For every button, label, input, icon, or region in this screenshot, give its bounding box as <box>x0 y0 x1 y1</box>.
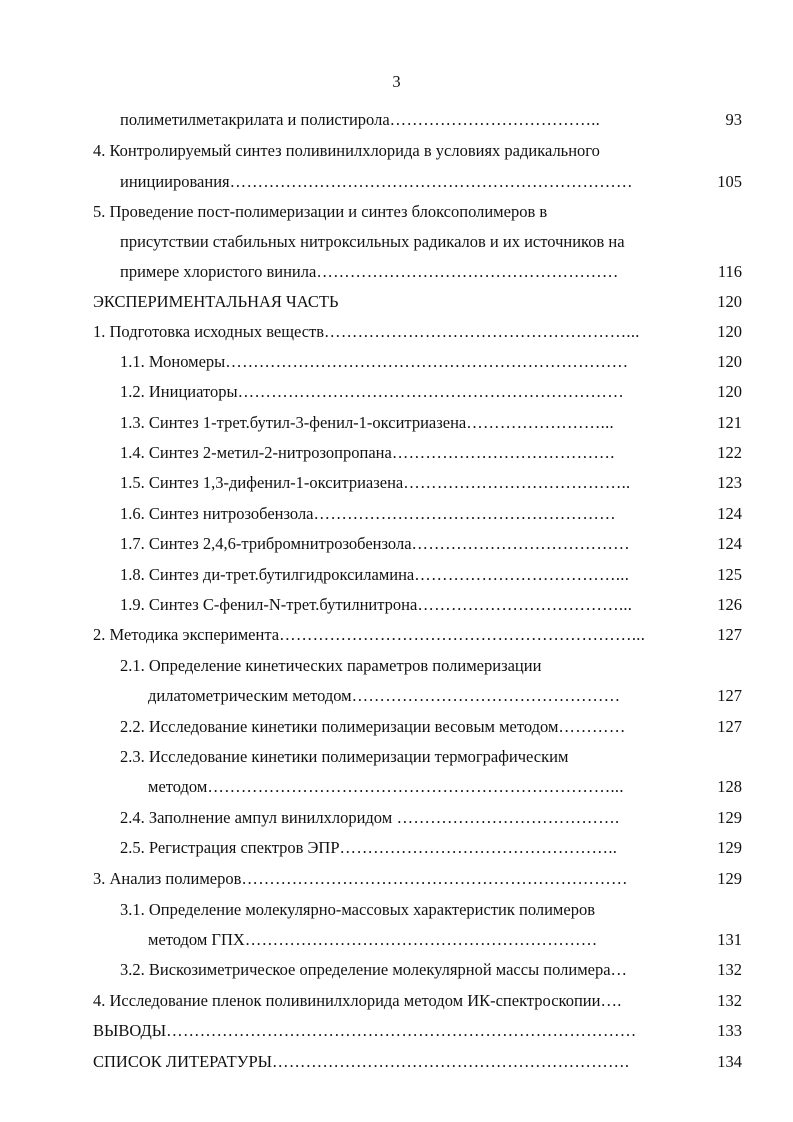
toc-entry <box>120 261 693 283</box>
toc-entry-title: 1.6. Синтез нитрозобензола <box>120 504 314 523</box>
toc-entry-title: ВЫВОДЫ <box>93 1021 167 1040</box>
toc-entry <box>120 959 698 981</box>
toc-entry-title: 1.9. Синтез С-фенил-N-трет.бутилнитрона <box>120 595 418 614</box>
toc-leader-dots: …………………………………. <box>391 443 615 462</box>
toc-page-number: 126 <box>717 595 742 614</box>
toc-leader-dots: … <box>610 960 628 979</box>
toc-entry-title: 1.3. Синтез 1-трет.бутил-3-фенил-1-окситриазена <box>120 413 467 432</box>
toc-leader-dots: …………………………………………………………… <box>237 382 624 401</box>
toc-leader-dots: ……………………………………………………… <box>244 930 598 949</box>
toc-entry <box>120 564 693 586</box>
toc-leader-dots: ………………………………………………... <box>324 322 640 341</box>
toc-page-number: 120 <box>717 382 742 401</box>
toc-page-number: 127 <box>717 625 742 644</box>
toc-entry-title: СПИСОК ЛИТЕРАТУРЫ <box>93 1052 273 1071</box>
toc-page-number: 122 <box>717 443 742 462</box>
toc-page-number: 128 <box>717 777 742 796</box>
toc-leader-dots: ……………………………………………… <box>316 262 619 281</box>
toc-leader-dots: ………………………………………………………. <box>272 1052 630 1071</box>
toc-leader-dots: ………………………………………………………………... <box>207 777 624 796</box>
toc-page-number: 129 <box>717 869 742 888</box>
toc-leader-dots: ………………………………………………………... <box>279 625 646 644</box>
toc-entry <box>120 351 693 373</box>
toc-page-number: 93 <box>725 110 742 129</box>
toc-entry <box>120 231 693 253</box>
toc-entry <box>93 624 693 646</box>
toc-entry-title: 1.8. Синтез ди-трет.бутилгидроксиламина <box>120 565 415 584</box>
toc-entry-title: 1. Подготовка исходных веществ <box>93 322 325 341</box>
toc-entry-title: дилатометрическим методом <box>148 686 352 705</box>
toc-leader-dots: ………………………………………… <box>351 686 621 705</box>
toc-leader-dots: ………………………………………….. <box>339 838 618 857</box>
toc-page-number: 120 <box>717 292 742 311</box>
toc-entry <box>120 381 693 403</box>
toc-entry-title: ЭКСПЕРИМЕНТАЛЬНАЯ ЧАСТЬ <box>93 292 339 311</box>
toc-entry <box>93 291 693 313</box>
toc-entry-title: 1.5. Синтез 1,3-дифенил-1-окситриазена <box>120 473 404 492</box>
toc-page-number: 124 <box>717 504 742 523</box>
toc-entry-title: 2.5. Регистрация спектров ЭПР <box>120 838 340 857</box>
toc-entry <box>93 321 693 343</box>
toc-page-number: 127 <box>717 686 742 705</box>
toc-leader-dots: ……………………………….. <box>389 110 601 129</box>
toc-entry-title: 2. Методика эксперимента <box>93 625 280 644</box>
toc-entry <box>148 929 693 951</box>
toc-entry <box>120 594 693 616</box>
toc-leader-dots: …………………………………………………………… <box>241 869 628 888</box>
toc-entry-title: 5. Проведение пост-полимеризации и синтез блоксополимеров в <box>93 202 548 221</box>
toc-entry <box>120 442 693 464</box>
toc-page-number: 105 <box>717 172 742 191</box>
toc-entry-title: 2.4. Заполнение ампул винилхлоридом <box>120 808 393 827</box>
toc-page-number: 120 <box>717 322 742 341</box>
toc-leader-dots: ………………………………... <box>414 565 630 584</box>
toc-leader-dots: ……………………………………………………………… <box>229 172 633 191</box>
toc-page-number: 134 <box>717 1052 742 1071</box>
toc-entry <box>93 990 703 1012</box>
toc-entry-title: примере хлористого винила <box>120 262 317 281</box>
toc-page-number: 121 <box>717 413 742 432</box>
toc-entry-title: 4. Контролируемый синтез поливинилхлорида в условиях радикального <box>93 141 600 160</box>
toc-entry-title: методом <box>148 777 208 796</box>
toc-leader-dots: ………………………………… <box>411 534 630 553</box>
toc-entry-title: 2.3. Исследование кинетики полимеризации термографическим <box>120 747 569 766</box>
toc-entry <box>93 1020 693 1042</box>
toc-leader-dots: ………………………………………………………………………… <box>166 1021 637 1040</box>
toc-page-number: 132 <box>717 960 742 979</box>
toc-page-number: 129 <box>717 838 742 857</box>
toc-entry-title: 1.7. Синтез 2,4,6-трибромнитрозобензола <box>120 534 412 553</box>
toc-page-number: 131 <box>717 930 742 949</box>
toc-entry-title: присутствии стабильных нитроксильных радикалов и их источников на <box>120 232 625 251</box>
toc-entry <box>120 899 693 921</box>
toc-entry <box>120 533 693 555</box>
toc-entry-title: методом ГПХ <box>148 930 245 949</box>
toc-entry <box>93 140 693 162</box>
toc-page-number: 127 <box>717 717 742 736</box>
toc-leader-dots: …. <box>600 991 622 1010</box>
toc-entry-title: 3.1. Определение молекулярно-массовых характеристик полимеров <box>120 900 595 919</box>
toc-page-number: 123 <box>717 473 742 492</box>
toc-entry <box>120 807 693 829</box>
toc-page-number: 120 <box>717 352 742 371</box>
toc-entry <box>93 1051 693 1073</box>
toc-entry-title: полиметилметакрилата и полистирола <box>120 110 390 129</box>
toc-page-number: 129 <box>717 808 742 827</box>
page-number: 3 <box>392 72 401 91</box>
toc-leader-dots: ………… <box>558 717 626 736</box>
toc-entry <box>120 412 693 434</box>
toc-entry <box>120 472 693 494</box>
toc-entry-title: 4. Исследование пленок поливинилхлорида методом ИК-спектроскопии <box>93 991 601 1010</box>
toc-entry <box>148 685 693 707</box>
toc-leader-dots: ……………………... <box>466 413 614 432</box>
toc-entry-title: 2.2. Исследование кинетики полимеризации весовым методом <box>120 717 559 736</box>
toc-entry <box>148 776 693 798</box>
toc-leader-dots: ……………………………………………… <box>313 504 616 523</box>
toc-entry <box>120 837 693 859</box>
toc-entry <box>93 868 693 890</box>
toc-page-number: 133 <box>717 1021 742 1040</box>
toc-entry-title: 1.1. Мономеры <box>120 352 226 371</box>
toc-entry-title: 1.2. Инициаторы <box>120 382 238 401</box>
toc-entry <box>93 201 693 223</box>
toc-entry-title: инициирования <box>120 172 230 191</box>
toc-entry-title: 1.4. Синтез 2-метил-2-нитрозопропана <box>120 443 392 462</box>
toc-entry-title: 3. Анализ полимеров <box>93 869 242 888</box>
toc-entry <box>120 746 693 768</box>
toc-entry <box>120 109 698 131</box>
toc-entry-title: 3.2. Вискозиметрическое определение молекулярной массы полимера <box>120 960 611 979</box>
toc-page-number: 125 <box>717 565 742 584</box>
toc-entry <box>120 503 693 525</box>
toc-page-number: 124 <box>717 534 742 553</box>
toc-page-number: 132 <box>717 991 742 1010</box>
toc-leader-dots: ………………………………….. <box>403 473 631 492</box>
toc-entry <box>120 655 693 677</box>
toc-leader-dots: ……………………………………………………………… <box>225 352 629 371</box>
toc-leader-dots: …………………………………. <box>392 808 620 827</box>
toc-entry <box>120 171 693 193</box>
toc-leader-dots: ………………………………... <box>417 595 633 614</box>
toc-entry-title: 2.1. Определение кинетических параметров полимеризации <box>120 656 542 675</box>
toc-page-number: 116 <box>717 262 742 281</box>
toc-entry <box>120 716 693 738</box>
